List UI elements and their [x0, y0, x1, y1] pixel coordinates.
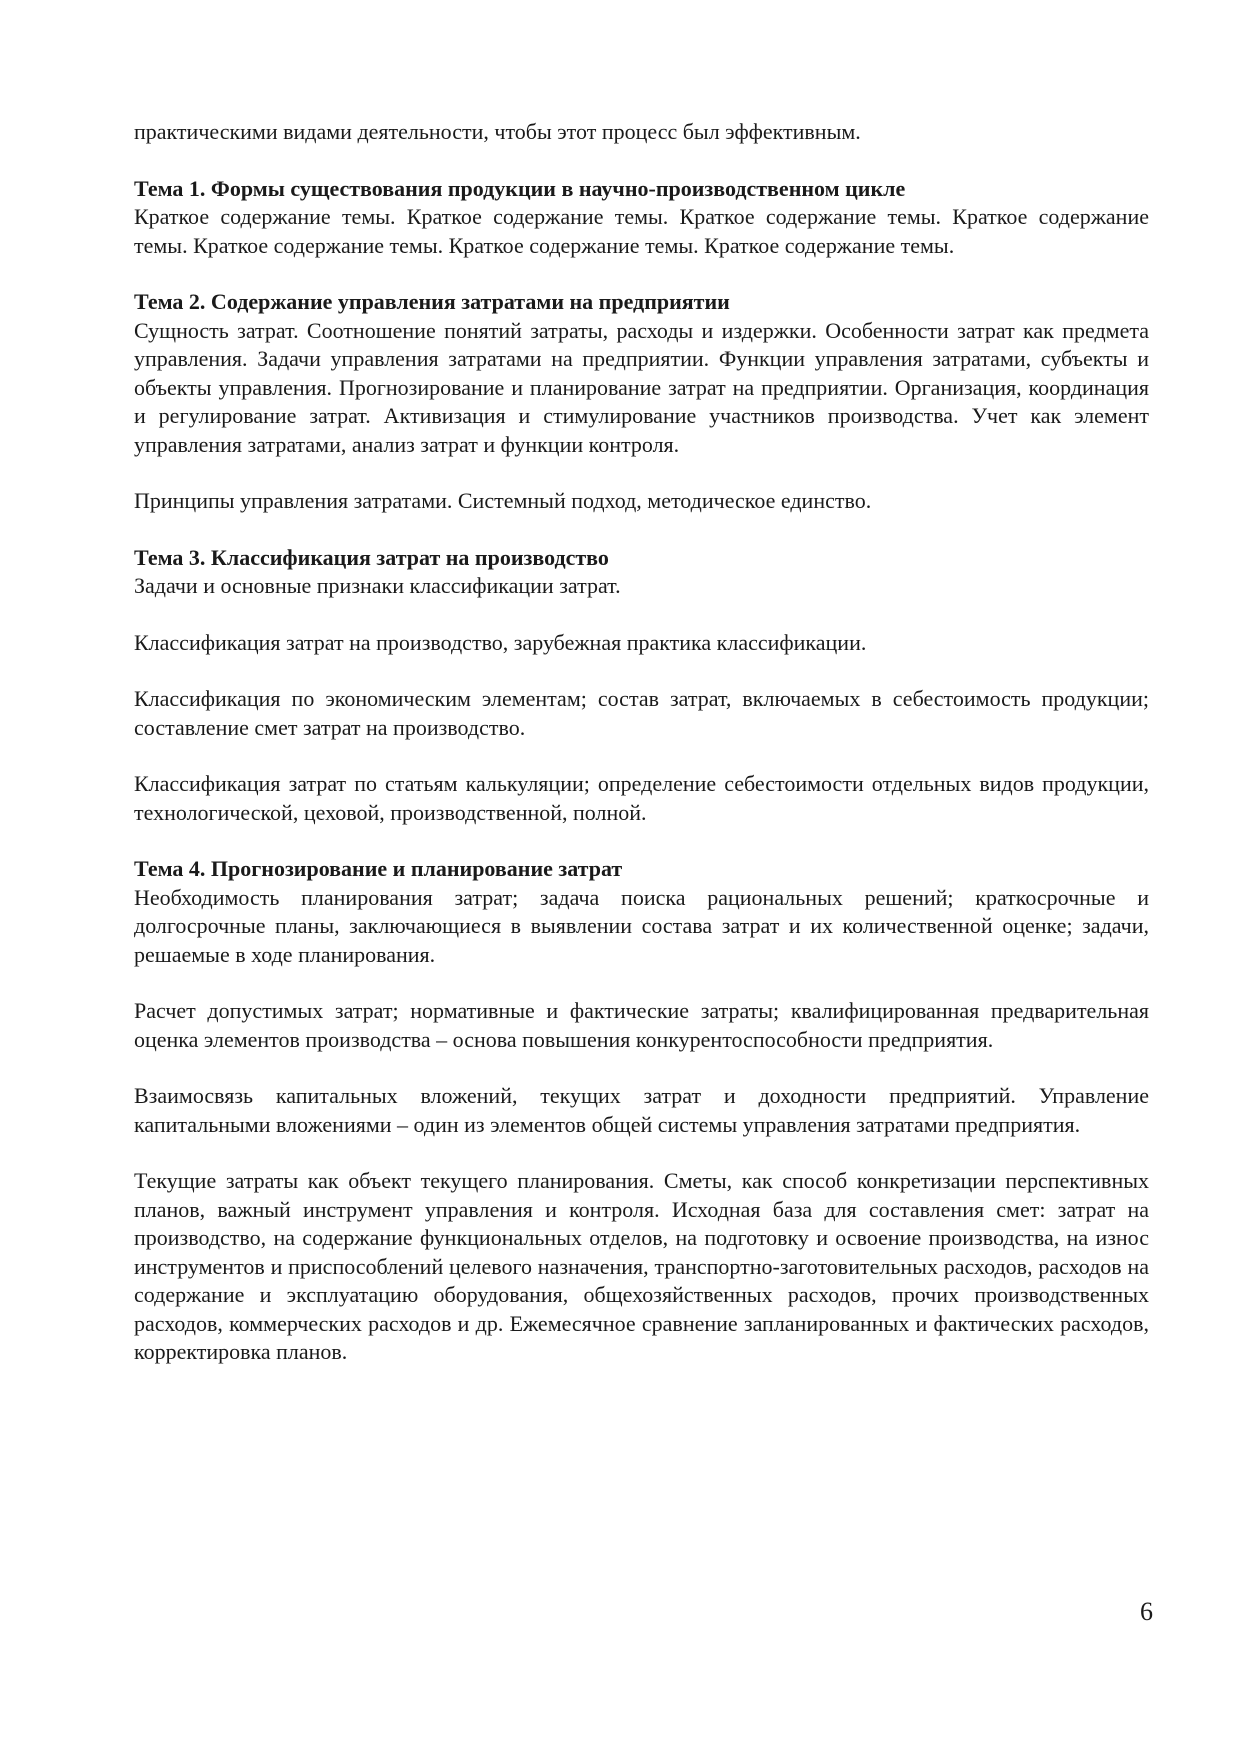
topic-4-paragraph-2: Расчет допустимых затрат; нормативные и фактические затраты; квалифицированная предварительная оценка элементов производства – основа повышения конкурентоспособности предприятия. — [134, 998, 1149, 1052]
topic-2-paragraph-2: Принципы управления затратами. Системный подход, методическое единство. — [134, 488, 872, 513]
topic-3-paragraph-1: Задачи и основные признаки классификации затрат. — [134, 573, 621, 598]
topic-3-paragraph-2: Классификация затрат на производство, зарубежная практика классификации. — [134, 629, 867, 655]
spacer — [134, 516, 1149, 544]
topic-2 — [134, 288, 1149, 516]
spacer — [134, 657, 1149, 685]
topic-1 — [134, 175, 1149, 261]
spacer — [134, 969, 1149, 997]
spacer — [134, 459, 1149, 487]
topic-3-paragraph-4: Классификация затрат по статьям калькуляции; определение себестоимости отдельных видов продукции, технологической, цеховой, производственной, полной. — [134, 771, 1149, 825]
topic-4 — [134, 855, 1149, 1367]
topic-1-paragraph-1: Краткое содержание темы. Краткое содержание темы. Краткое содержание темы. Краткое содержание темы. Краткое содержание темы. Краткое содержание темы. Краткое содержание темы. — [134, 204, 1149, 258]
intro-tail: практическими видами деятельности, чтобы этот процесс был эффективным. — [134, 119, 861, 144]
topic-4-paragraph-4: Текущие затраты как объект текущего планирования. Сметы, как способ конкретизации перспективных планов, важный инструмент управления и контроля. Исходная база для составления смет: затрат на производство, на содержание функциональных отделов, на подготовку и освоение производства, на износ инструментов и приспособлений целевого назначения, транспортно-заготовительных расходов, расходов на содержание и эксплуатацию оборудования, общехозяйственных расходов, прочих производственных расходов, коммерческих расходов и др. Ежемесячное сравнение запланированных и фактических расходов, корректировка планов. — [134, 1168, 1149, 1364]
topic-3-paragraph-3: Классификация по экономическим элементам; состав затрат, включаемых в себестоимость продукции; составление смет затрат на производство. — [134, 686, 1149, 740]
topic-4-paragraph-1: Необходимость планирования затрат; задача поиска рациональных решений; краткосрочные и долгосрочные планы, заключающиеся в выявлении состава затрат и их количественной оценке; задачи, решаемые в ходе планирования. — [134, 884, 1149, 967]
document-page — [134, 118, 1149, 1367]
topic-4-title: Тема 4. Прогнозирование и планирование затрат — [134, 856, 623, 881]
spacer — [134, 601, 1149, 629]
spacer — [134, 147, 1149, 175]
page-number: 6 — [1140, 1597, 1153, 1626]
spacer — [134, 827, 1149, 855]
spacer — [134, 260, 1149, 288]
spacer — [134, 1054, 1149, 1082]
topic-3 — [134, 544, 1149, 828]
topic-2-title: Тема 2. Содержание управления затратами на предприятии — [134, 289, 730, 314]
topic-1-title: Тема 1. Формы существования продукции в научно-производственном цикле — [134, 175, 906, 201]
topic-3-title: Тема 3. Классификация затрат на производство — [134, 544, 609, 570]
topic-4-paragraph-3: Взаимосвязь капитальных вложений, текущих затрат и доходности предприятий. Управление капитальными вложениями – один из элементов общей системы управления затратами предприятия. — [134, 1083, 1149, 1137]
spacer — [134, 1139, 1149, 1167]
topic-2-paragraph-1: Сущность затрат. Соотношение понятий затраты, расходы и издержки. Особенности затрат как предмета управления. Задачи управления затратами на предприятии. Функции управления затратами, субъекты и объекты управления. Прогнозирование и планирование затрат на предприятии. Организация, координация и регулирование затрат. Активизация и стимулирование участников производства. Учет как элемент управления затратами, анализ затрат и функции контроля. — [134, 317, 1149, 457]
spacer — [134, 742, 1149, 770]
